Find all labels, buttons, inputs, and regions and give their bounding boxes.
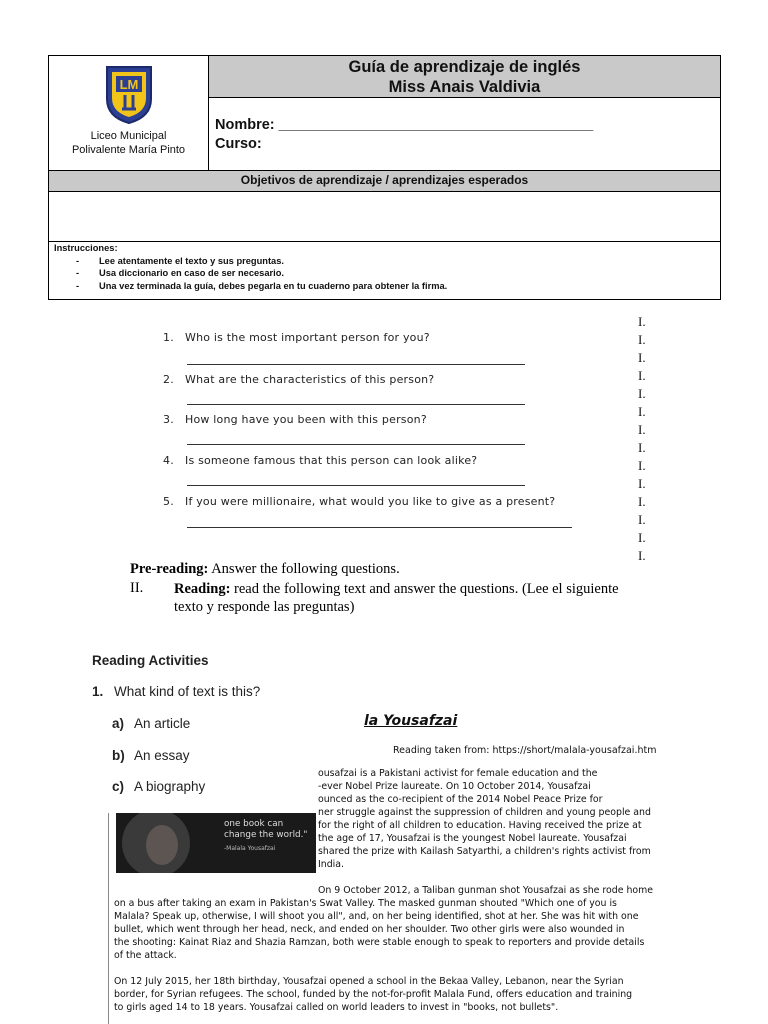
name-field[interactable]: Nombre: _______________________________________ bbox=[215, 117, 594, 133]
roman-marker: I. bbox=[638, 386, 646, 401]
roman-marker: I. bbox=[638, 314, 646, 329]
article-title: la Yousafzai bbox=[364, 713, 458, 729]
roman-marker: I. bbox=[638, 458, 646, 473]
article-paragraph-2-lead: On 9 October 2012, a Taliban gunman shot Yousafzai as she rode home bbox=[318, 885, 654, 896]
guide-title bbox=[209, 56, 720, 98]
instruction-item: - Lee atentamente el texto y sus preguntas. bbox=[54, 255, 447, 268]
guide-header-table bbox=[48, 55, 721, 300]
instructions-block bbox=[54, 242, 447, 292]
roman-marker: I. bbox=[638, 404, 646, 419]
option-b[interactable]: b) An essay bbox=[112, 748, 194, 763]
question-5: 5. If you were millionaire, what would you like to give as a present? bbox=[163, 495, 556, 508]
instruction-item: - Usa diccionario en caso de ser necesario. bbox=[54, 267, 447, 280]
answer-line[interactable] bbox=[187, 527, 572, 528]
prereading-instruction: Pre-reading: Answer the following questions. bbox=[130, 561, 400, 577]
instructions-title: Instrucciones: bbox=[54, 243, 118, 253]
school-name-line2: Polivalente María Pinto bbox=[71, 144, 186, 156]
question-3: 3. How long have you been with this person? bbox=[163, 413, 427, 426]
portrait-silhouette-icon bbox=[116, 813, 226, 873]
roman-marker: I. bbox=[638, 332, 646, 347]
answer-line[interactable] bbox=[187, 364, 525, 365]
student-fields bbox=[215, 116, 593, 154]
answer-line[interactable] bbox=[187, 485, 525, 486]
guide-title-line2: Miss Anais Valdivia bbox=[388, 78, 541, 96]
school-name-line1: Liceo Municipal bbox=[90, 130, 167, 142]
guide-title-line1: Guía de aprendizaje de inglés bbox=[348, 58, 581, 76]
option-c[interactable]: c) A biography bbox=[112, 779, 209, 794]
malala-photo bbox=[116, 813, 316, 873]
article-paragraph-3: On 12 July 2015, her 18th birthday, Yousafzai opened a school in the Bekaa Valley, Lebanon, near the Syrian border, for Syrian refugees. The school, funded by the not-for-profit Malala Fund, offers education and training to girls aged 14 to 18 years. Yousafzai called on world leaders to invest in "books, not bullets". bbox=[114, 976, 633, 1013]
question-2: 2. What are the characteristics of this person? bbox=[163, 373, 435, 386]
svg-text:LM: LM bbox=[119, 77, 139, 92]
roman-marker: I. bbox=[638, 368, 646, 383]
roman-marker: I. bbox=[638, 422, 646, 437]
question-1: 1. Who is the most important person for you? bbox=[163, 331, 430, 344]
objectives-heading: Objetivos de aprendizaje / aprendizajes esperados bbox=[49, 171, 720, 192]
answer-line[interactable] bbox=[187, 444, 525, 445]
article-paragraph-2: on a bus after taking an exam in Pakistan's Swat Valley. The masked gunman shouted "Which one of you is Malala? Speak up, otherwise, I will shoot you all", and, on her being identified, shot at her. She was hit with one bullet, which went through her head, neck, and ended on her shoulder. Two other girls were also wounded in the shooting: Kainat Riaz and Shazia Ramzan, both were stable enough to speak to reporters and provide details of the attack. bbox=[114, 898, 645, 961]
course-field[interactable]: Curso: bbox=[215, 136, 262, 152]
section-number: II. bbox=[130, 580, 144, 596]
roman-marker: I. bbox=[638, 548, 646, 563]
roman-marker: I. bbox=[638, 530, 646, 545]
article-source: Reading taken from: https://short/malala-yousafzai.htm bbox=[393, 745, 657, 756]
article-paragraph-1: ousafzai is a Pakistani activist for female education and the -ever Nobel Prize laureate. On 10 October 2014, Yousafzai ounced as the co-recipient of the 2014 Nobel Peace Prize for ner struggle against the suppression of children and young people and for the right of all children to education. Having received the prize at the age of 17, Yousafzai is the youngest Nobel laureate. Yousafzai shared the prize with Kailash Satyarthi, a children's rights activist from India. bbox=[318, 768, 651, 870]
roman-marker: I. bbox=[638, 440, 646, 455]
answer-line[interactable] bbox=[187, 404, 525, 405]
instruction-item: - Una vez terminada la guía, debes pegarla en tu cuaderno para obtener la firma. bbox=[54, 280, 447, 293]
roman-marker: I. bbox=[638, 350, 646, 365]
school-logo-icon bbox=[105, 65, 153, 125]
roman-marker: I. bbox=[638, 494, 646, 509]
page-edge bbox=[108, 813, 109, 1024]
activity-question-1: 1. What kind of text is this? bbox=[92, 684, 261, 699]
roman-marker: I. bbox=[638, 512, 646, 527]
logo-cell bbox=[49, 56, 208, 170]
activities-title: Reading Activities bbox=[92, 653, 209, 668]
question-4: 4. Is someone famous that this person can look alike? bbox=[163, 454, 478, 467]
reading-instruction: Reading: read the following text and answer the questions. (Lee el siguiente texto y responde las preguntas) bbox=[174, 581, 619, 615]
photo-quote: one book can change the world." -Malala Yousafzai bbox=[224, 819, 308, 852]
option-a[interactable]: a) An article bbox=[112, 716, 194, 731]
numbering-column bbox=[638, 313, 646, 565]
roman-marker: I. bbox=[638, 476, 646, 491]
school-name bbox=[49, 129, 208, 157]
